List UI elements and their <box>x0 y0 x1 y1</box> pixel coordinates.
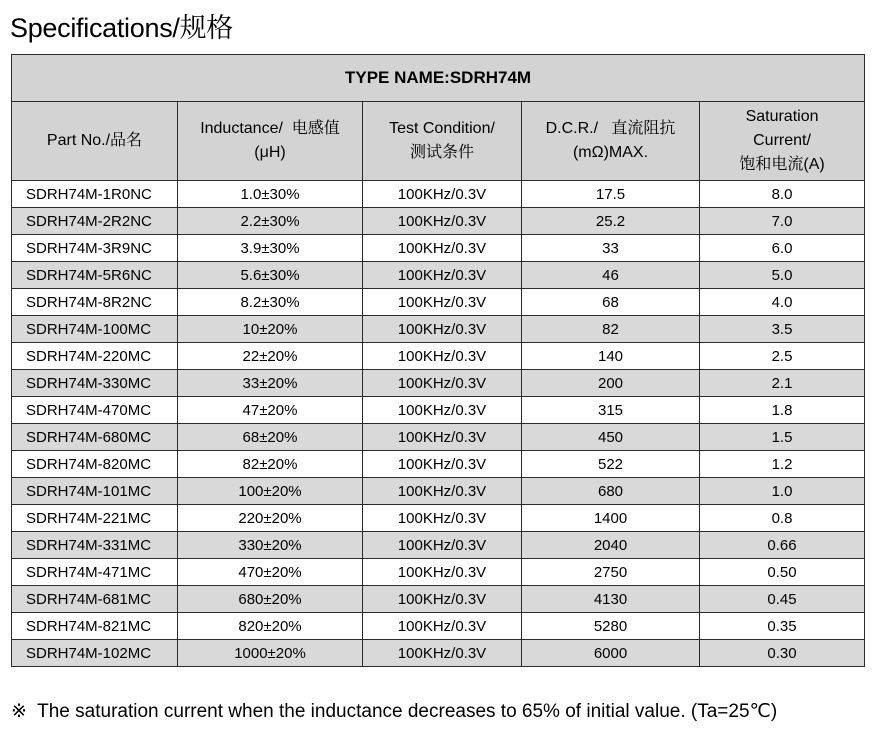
cell-dcr: 1400 <box>522 505 700 532</box>
cell-saturation: 6.0 <box>700 235 865 262</box>
table-row <box>12 208 865 235</box>
cell-dcr: 68 <box>522 289 700 316</box>
cell-saturation: 2.5 <box>700 343 865 370</box>
table-row <box>12 532 865 559</box>
cell-part-no: SDRH74M-821MC <box>12 613 178 640</box>
header-row <box>12 102 865 181</box>
table-row <box>12 640 865 667</box>
cell-part-no: SDRH74M-680MC <box>12 424 178 451</box>
type-name: TYPE NAME:SDRH74M <box>12 55 865 102</box>
header-sat-line3: 饱和电流(A) <box>739 156 825 173</box>
cell-saturation: 7.0 <box>700 208 865 235</box>
cell-test-condition: 100KHz/0.3V <box>363 316 522 343</box>
cell-part-no: SDRH74M-681MC <box>12 586 178 613</box>
cell-inductance: 2.2±30% <box>178 208 363 235</box>
cell-part-no: SDRH74M-220MC <box>12 343 178 370</box>
header-sat-line2: Current/ <box>753 132 811 149</box>
table-body <box>12 181 865 667</box>
cell-test-condition: 100KHz/0.3V <box>363 235 522 262</box>
cell-part-no: SDRH74M-331MC <box>12 532 178 559</box>
cell-dcr: 6000 <box>522 640 700 667</box>
cell-dcr: 200 <box>522 370 700 397</box>
spec-table <box>11 54 865 667</box>
table-row <box>12 235 865 262</box>
cell-part-no: SDRH74M-101MC <box>12 478 178 505</box>
cell-inductance: 680±20% <box>178 586 363 613</box>
table-row <box>12 451 865 478</box>
header-test-line1: Test Condition/ <box>389 120 495 137</box>
cell-test-condition: 100KHz/0.3V <box>363 397 522 424</box>
cell-dcr: 46 <box>522 262 700 289</box>
cell-part-no: SDRH74M-8R2NC <box>12 289 178 316</box>
cell-test-condition: 100KHz/0.3V <box>363 208 522 235</box>
header-test-line2: 测试条件 <box>409 144 474 161</box>
cell-part-no: SDRH74M-470MC <box>12 397 178 424</box>
type-name-row <box>12 55 865 102</box>
cell-inductance: 3.9±30% <box>178 235 363 262</box>
cell-test-condition: 100KHz/0.3V <box>363 262 522 289</box>
table-row <box>12 289 865 316</box>
cell-inductance: 33±20% <box>178 370 363 397</box>
header-test-condition <box>363 102 522 181</box>
table-row <box>12 343 865 370</box>
cell-saturation: 1.2 <box>700 451 865 478</box>
cell-test-condition: 100KHz/0.3V <box>363 370 522 397</box>
cell-dcr: 140 <box>522 343 700 370</box>
cell-test-condition: 100KHz/0.3V <box>363 559 522 586</box>
cell-saturation: 0.30 <box>700 640 865 667</box>
table-row <box>12 478 865 505</box>
cell-test-condition: 100KHz/0.3V <box>363 586 522 613</box>
header-saturation <box>700 102 865 181</box>
cell-inductance: 100±20% <box>178 478 363 505</box>
cell-inductance: 8.2±30% <box>178 289 363 316</box>
cell-part-no: SDRH74M-330MC <box>12 370 178 397</box>
cell-saturation: 1.0 <box>700 478 865 505</box>
cell-test-condition: 100KHz/0.3V <box>363 424 522 451</box>
header-part-no <box>12 102 178 181</box>
header-inductance-line1: Inductance/ 电感值 <box>200 120 340 137</box>
cell-test-condition: 100KHz/0.3V <box>363 640 522 667</box>
table-row <box>12 505 865 532</box>
cell-saturation: 0.35 <box>700 613 865 640</box>
cell-dcr: 680 <box>522 478 700 505</box>
cell-saturation: 1.8 <box>700 397 865 424</box>
cell-test-condition: 100KHz/0.3V <box>363 478 522 505</box>
cell-inductance: 820±20% <box>178 613 363 640</box>
header-sat-line1: Saturation <box>745 108 819 125</box>
cell-part-no: SDRH74M-820MC <box>12 451 178 478</box>
header-inductance <box>178 102 363 181</box>
cell-dcr: 5280 <box>522 613 700 640</box>
page-title: Specifications/规格 <box>10 13 233 43</box>
cell-inductance: 470±20% <box>178 559 363 586</box>
cell-saturation: 2.1 <box>700 370 865 397</box>
cell-saturation: 8.0 <box>700 181 865 208</box>
cell-test-condition: 100KHz/0.3V <box>363 505 522 532</box>
header-dcr-line1: D.C.R./ 直流阻抗 <box>545 120 676 137</box>
cell-saturation: 0.8 <box>700 505 865 532</box>
cell-inductance: 82±20% <box>178 451 363 478</box>
header-dcr-line2: (mΩ)MAX. <box>572 144 649 161</box>
cell-part-no: SDRH74M-471MC <box>12 559 178 586</box>
cell-test-condition: 100KHz/0.3V <box>363 451 522 478</box>
cell-inductance: 5.6±30% <box>178 262 363 289</box>
cell-saturation: 3.5 <box>700 316 865 343</box>
cell-inductance: 330±20% <box>178 532 363 559</box>
cell-saturation: 0.66 <box>700 532 865 559</box>
table-row <box>12 559 865 586</box>
cell-dcr: 33 <box>522 235 700 262</box>
cell-dcr: 25.2 <box>522 208 700 235</box>
table-row <box>12 397 865 424</box>
cell-dcr: 4130 <box>522 586 700 613</box>
header-part-no-label: Part No./品名 <box>46 132 143 149</box>
table-row <box>12 424 865 451</box>
cell-dcr: 82 <box>522 316 700 343</box>
cell-test-condition: 100KHz/0.3V <box>363 532 522 559</box>
cell-part-no: SDRH74M-221MC <box>12 505 178 532</box>
table-row <box>12 181 865 208</box>
cell-dcr: 17.5 <box>522 181 700 208</box>
cell-test-condition: 100KHz/0.3V <box>363 613 522 640</box>
cell-inductance: 10±20% <box>178 316 363 343</box>
cell-inductance: 220±20% <box>178 505 363 532</box>
table-row <box>12 262 865 289</box>
cell-part-no: SDRH74M-102MC <box>12 640 178 667</box>
cell-dcr: 522 <box>522 451 700 478</box>
cell-part-no: SDRH74M-100MC <box>12 316 178 343</box>
cell-inductance: 47±20% <box>178 397 363 424</box>
cell-test-condition: 100KHz/0.3V <box>363 289 522 316</box>
cell-inductance: 1.0±30% <box>178 181 363 208</box>
cell-inductance: 1000±20% <box>178 640 363 667</box>
cell-part-no: SDRH74M-3R9NC <box>12 235 178 262</box>
cell-inductance: 68±20% <box>178 424 363 451</box>
cell-saturation: 5.0 <box>700 262 865 289</box>
cell-saturation: 1.5 <box>700 424 865 451</box>
cell-part-no: SDRH74M-1R0NC <box>12 181 178 208</box>
cell-test-condition: 100KHz/0.3V <box>363 343 522 370</box>
cell-dcr: 450 <box>522 424 700 451</box>
cell-inductance: 22±20% <box>178 343 363 370</box>
cell-test-condition: 100KHz/0.3V <box>363 181 522 208</box>
table-row <box>12 316 865 343</box>
cell-dcr: 315 <box>522 397 700 424</box>
footnote: ※ The saturation current when the inductance decreases to 65% of initial value. (Ta=25℃) <box>11 701 778 722</box>
cell-dcr: 2040 <box>522 532 700 559</box>
cell-saturation: 0.45 <box>700 586 865 613</box>
cell-part-no: SDRH74M-2R2NC <box>12 208 178 235</box>
cell-saturation: 4.0 <box>700 289 865 316</box>
table-row <box>12 613 865 640</box>
cell-part-no: SDRH74M-5R6NC <box>12 262 178 289</box>
table-row <box>12 586 865 613</box>
header-inductance-line2: (μH) <box>254 144 286 161</box>
table-row <box>12 370 865 397</box>
cell-dcr: 2750 <box>522 559 700 586</box>
header-dcr <box>522 102 700 181</box>
cell-saturation: 0.50 <box>700 559 865 586</box>
